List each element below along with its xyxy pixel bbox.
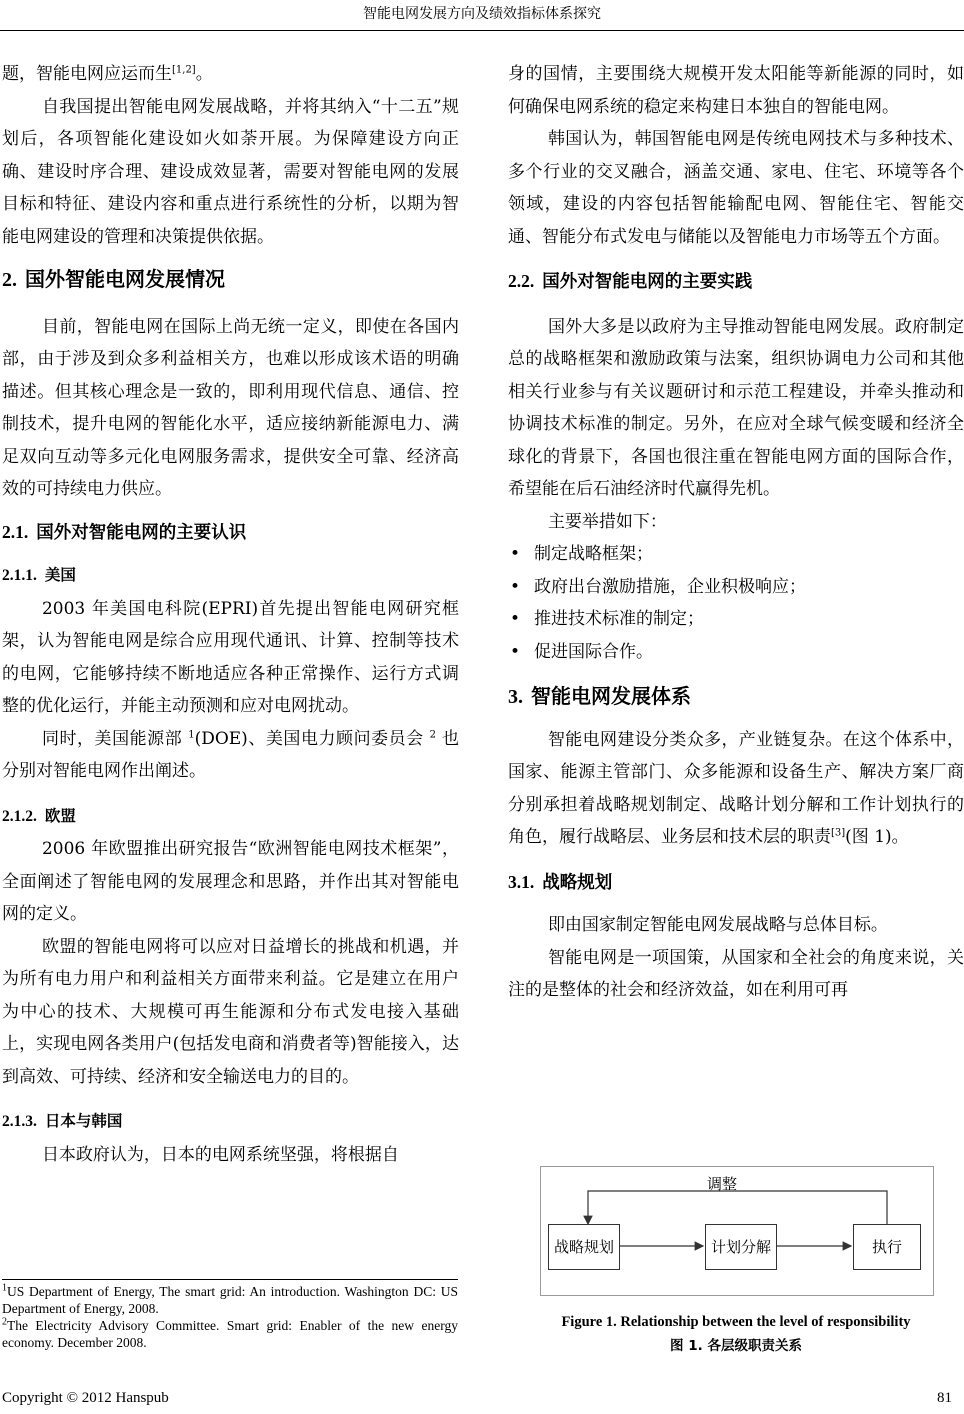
paragraph: 韩国认为，韩国智能电网是传统电网技术与多种技术、多个行业的交叉融合，涵盖交通、家电、住宅、环境等各个领域，建设的内容包括智能输配电网、智能住宅、智能交通、智能分布式发电与储能以及智能电力市场等五个方面。 [508, 129, 964, 247]
page-number: 81 [937, 1390, 952, 1406]
paragraph: 题，智能电网应运而生[1,2]。 [2, 64, 213, 84]
figure-diagram [540, 1166, 934, 1296]
paragraph: 同时，美国能源部 $^1$(DOE)、美国电力顾问委员会 $^2$ 也分别对智能电网作出阐述。 [2, 728, 459, 781]
subsubsection-heading: 2.1.3. 日本与韩国 [2, 1112, 123, 1130]
feedback-arrow [588, 1191, 887, 1224]
paragraph: 国外大多是以政府为主导推动智能电网发展。政府制定总的战略框架和激励政策与法案，组织协调电力公司和其他相关行业参与有关议题研讨和示范工程建设，并牵头推动和协调技术标准的制定。另外，在应对全球气候变暖和经济全球化的背景下，各国也很注重在智能电网方面的国际合作，希望能在后石油经济时代赢得先机。 [508, 316, 964, 499]
citation: [3] [831, 827, 846, 839]
paragraph: 智能电网是一项国策，从国家和全社会的角度来说，关注的是整体的社会和经济效益，如在利用可再 [508, 947, 964, 1000]
header-rule [0, 30, 964, 31]
list-item: • 推进技术标准的制定； [510, 609, 704, 629]
box-execute: 执行 [853, 1224, 921, 1270]
running-title: 智能电网发展方向及绩效指标体系探究 [363, 6, 601, 22]
footnote: $^1$US Department of Energy, The smart grid: An introduction. Washington DC: US Department of Energy, 2008. [2, 1282, 458, 1316]
footnote: $^2$The Electricity Advisory Committee. Smart grid: Enabler of the new energy economy. December 2008. [2, 1316, 458, 1350]
feedback-label: 调整 [707, 1175, 738, 1193]
subsubsection-heading: 2.1.1. 美国 [2, 566, 76, 584]
left-column [2, 58, 459, 1171]
section-heading: 3. 智能电网发展体系 [508, 684, 691, 708]
figure-caption-zh: 图 1. 各层级职责关系 [670, 1338, 802, 1354]
copyright: Copyright © 2012 Hanspub [2, 1390, 169, 1406]
list-item: • 促进国际合作。 [510, 641, 653, 662]
bullet-list [508, 538, 964, 668]
box-plan: 计划分解 [705, 1224, 777, 1270]
paragraph: 目前，智能电网在国际上尚无统一定义，即使在各国内部，由于涉及到众多利益相关方，也难以形成该术语的明确描述。但其核心理念是一致的，即利用现代信息、通信、控制技术，提升电网的智能化水平，适应接纳新能源电力、满足双向互动等多元化电网服务需求，提供安全可靠、经济高效的可持续电力供应。 [2, 316, 459, 499]
subsection-heading: 2.1. 国外对智能电网的主要认识 [2, 521, 247, 543]
paragraph: 主要举措如下： [547, 511, 667, 532]
footnote-rule [2, 1279, 458, 1280]
list-item: • 制定战略框架； [510, 544, 653, 564]
paragraph: 智能电网建设分类众多，产业链复杂。在这个体系中，国家、能源主管部门、众多能源和设备生产、解决方案厂商分别承担着战略规划制定、战略计划分解和工作计划执行的角色，履行战略层、业务层和技术层的职责[3](图 1)。 [508, 729, 964, 847]
paragraph: 2006 年欧盟推出研究报告“欧洲智能电网技术框架”，全面阐述了智能电网的发展理念和思路，并作出其对智能电网的定义。 [2, 839, 459, 924]
paragraph: 2003 年美国电科院(EPRI)首先提出智能电网研究框架，认为智能电网是综合应用现代通讯、计算、控制等技术的电网，它能够持续不断地适应各种正常操作、运行方式调整的优化运行，并能主动预测和应对电网扰动。 [2, 598, 459, 716]
footnotes [2, 1283, 458, 1351]
subsection-heading: 3.1. 战略规划 [508, 871, 613, 893]
subsection-heading: 2.2. 国外对智能电网的主要实践 [508, 271, 753, 292]
subsubsection-heading: 2.1.2. 欧盟 [2, 806, 76, 825]
citation: [1,2] [172, 64, 196, 76]
paragraph: 日本政府认为，日本的电网系统坚强，将根据自 [41, 1144, 399, 1165]
paragraph: 身的国情，主要围绕大规模开发太阳能等新能源的同时，如何确保电网系统的稳定来构建日本独自的智能电网。 [508, 64, 964, 117]
box-strategy: 战略规划 [548, 1224, 620, 1270]
section-heading: 2. 国外智能电网发展情况 [2, 267, 225, 291]
right-column [508, 58, 964, 1007]
list-item: • 政府出台激励措施，企业积极响应； [510, 576, 806, 597]
paragraph: 即由国家制定智能电网发展战略与总体目标。 [547, 915, 888, 935]
paragraph: 自我国提出智能电网发展战略，并将其纳入“十二五”规划后，各项智能化建设如火如荼开展。为保障建设方向正确、建设时序合理、建设成效显著，需要对智能电网的发展目标和特征、建设内容和重点进行系统性的分析，以期为智能电网建设的管理和决策提供依据。 [2, 96, 459, 247]
paragraph: 欧盟的智能电网将可以应对日益增长的挑战和机遇，并为所有电力用户和利益相关方面带来利益。它是建立在用户为中心的技术、大规模可再生能源和分布式发电接入基础上，实现电网各类用户(包括发电商和消费者等)智能接入，达到高效、可持续、经济和安全输送电力的目的。 [2, 936, 459, 1087]
figure-caption-en: Figure 1. Relationship between the level of responsibility [561, 1314, 911, 1330]
